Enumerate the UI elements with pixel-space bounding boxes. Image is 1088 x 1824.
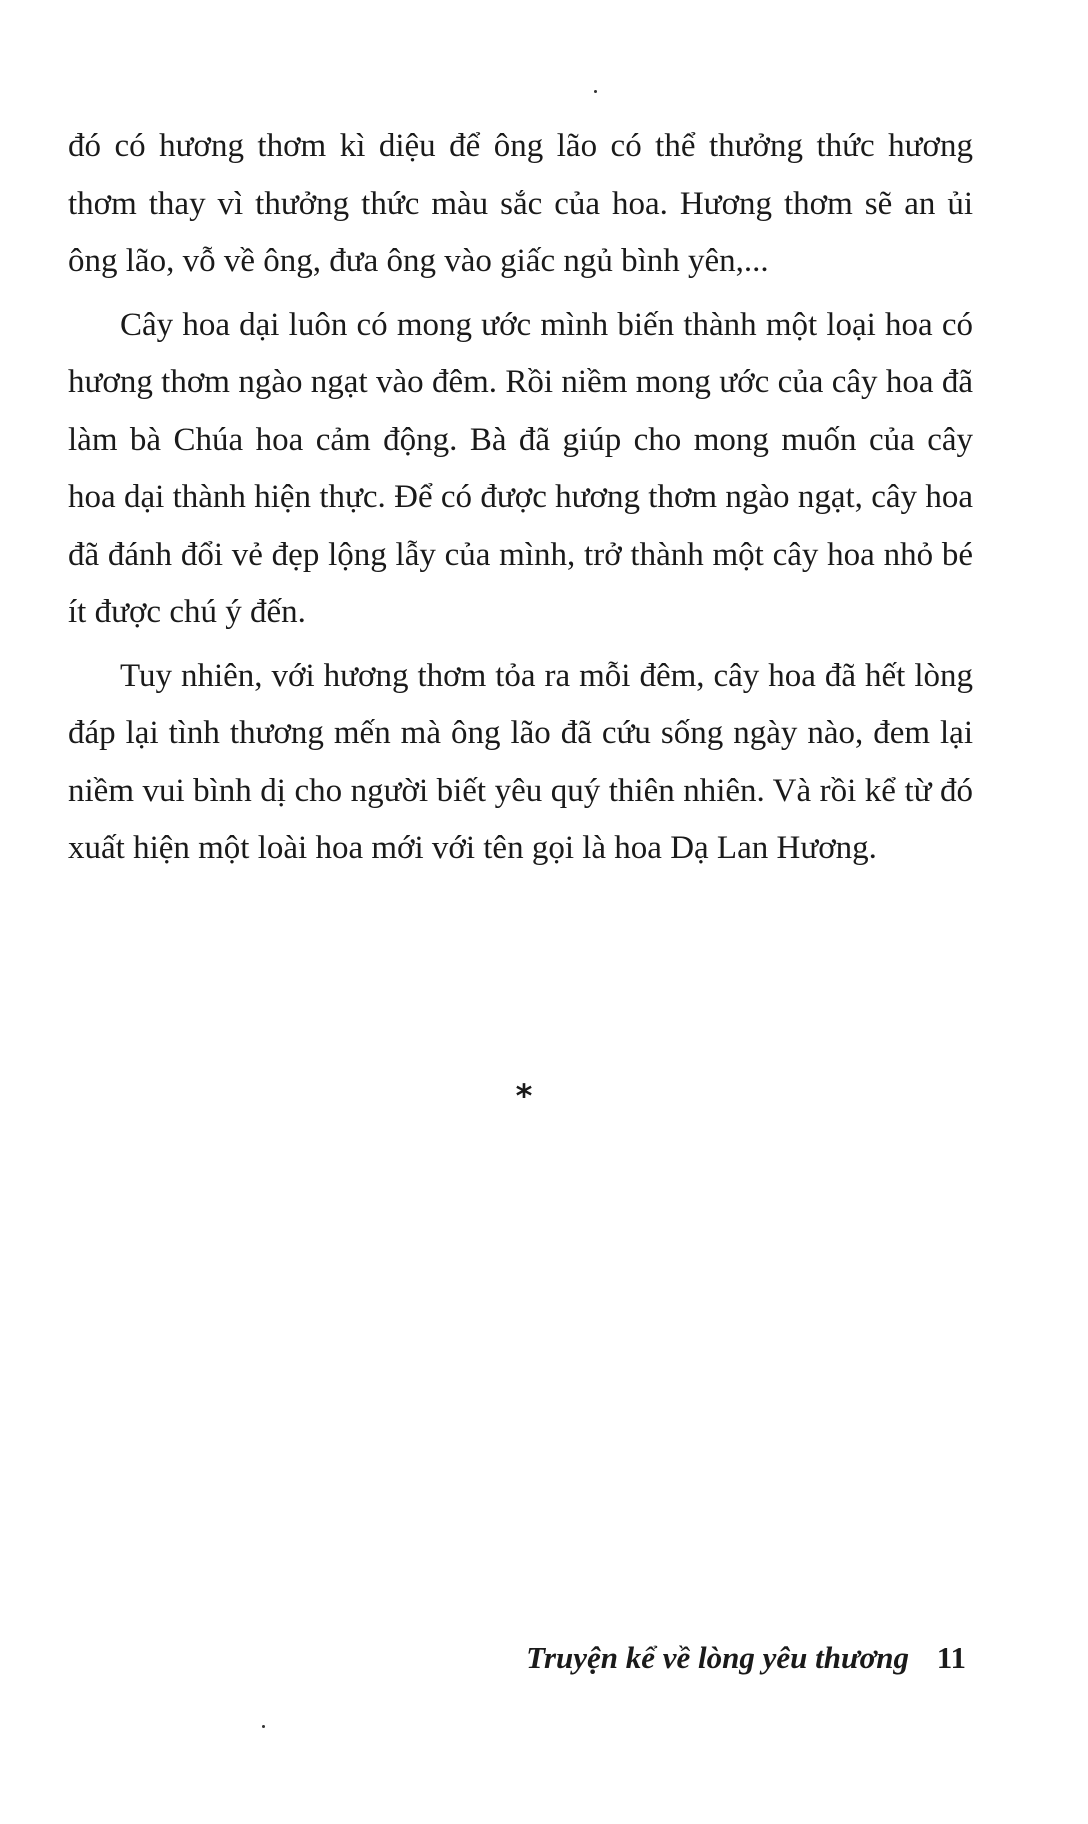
ink-speck [262, 1725, 265, 1728]
ink-speck [594, 90, 597, 93]
paragraph: Cây hoa dại luôn có mong ước mình biến thành một loại hoa có hương thơm ngào ngạt vào đêm. Rồi niềm mong ước của cây hoa đã làm bà Chúa hoa cảm động. Bà đã giúp cho mong muốn của cây hoa dại thành hiện thực. Để có được hương thơm ngào ngạt, cây hoa đã đánh đổi vẻ đẹp lộng lẫy của mình, trở thành một cây hoa nhỏ bé ít được chú ý đến. [68, 306, 973, 630]
running-title: Truyện kể về lòng yêu thương [526, 1640, 909, 1675]
body-text [68, 118, 973, 884]
asterisk: * [515, 1077, 533, 1115]
page-footer [526, 1640, 966, 1676]
section-separator [0, 1077, 1088, 1115]
paragraph-continued: đó có hương thơm kì diệu để ông lão có thể thưởng thức hương thơm thay vì thưởng thức màu sắc của hoa. Hương thơm sẽ an ủi ông lão, vỗ về ông, đưa ông vào giấc ngủ bình yên,... [68, 128, 973, 279]
page-number: 11 [936, 1640, 966, 1675]
paragraph: Tuy nhiên, với hương thơm tỏa ra mỗi đêm, cây hoa đã hết lòng đáp lại tình thương mến mà ông lão đã cứu sống ngày nào, đem lại niềm vui bình dị cho người biết yêu quý thiên nhiên. Và rồi kể từ đó xuất hiện một loài hoa mới với tên gọi là hoa Dạ Lan Hương. [68, 657, 973, 866]
